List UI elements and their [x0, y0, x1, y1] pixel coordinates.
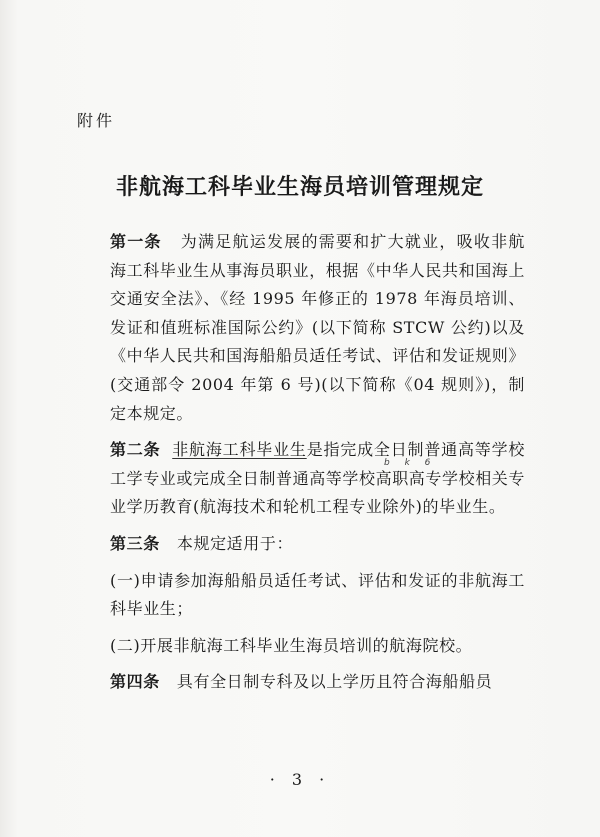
article-3: [77, 530, 525, 559]
list-item: (一)申请参加海船船员适任考试、评估和发证的非航海工科毕业生；: [110, 570, 525, 619]
article-label: 第四条: [110, 672, 160, 692]
article-text: 本规定适用于：: [176, 533, 294, 553]
article-label: 第一条: [110, 232, 162, 251]
document-body: [77, 228, 525, 697]
page-number: · 3 ·: [269, 770, 331, 789]
article-label: 第三条: [110, 533, 160, 553]
underlined-term: 非航海工科毕业生: [172, 440, 307, 460]
article-4: [77, 668, 525, 697]
article-2: [77, 436, 525, 522]
article-1: [77, 228, 525, 428]
article-text: 具有全日制专科及以上学历且符合海船船员: [176, 672, 493, 692]
attachment-label: 附件: [77, 111, 116, 130]
article-label: 第二条: [110, 440, 161, 460]
article-text: 为满足航运发展的需要和扩大就业，吸收非航海工科毕业生从事海员职业，根据《中华人民共和国海上交通安全法》、《经 1995 年修正的 1978 年海员培训、发证和值班标准国际公约》(以下简称 STCW 公约)以及《中华人民共和国海船船员适任考试、评估和发证规则》(交通部令 2004 年第 6 号)(以下简称《04 规则》)，制定本规定。: [110, 232, 526, 423]
document-title: 非航海工科毕业生海员培训管理规定: [115, 174, 484, 200]
list-item: (二)开展非航海工科毕业生海员培训的航海院校。: [110, 635, 473, 655]
handwritten-note: b k 6: [384, 458, 437, 468]
article-text: 是指完成全日制普通高等学校工学专业或完成全日制普通高等学校高职高专学校相关专业学历教育(航海技术和轮机工程专业除外)的毕业生。: [110, 440, 526, 517]
